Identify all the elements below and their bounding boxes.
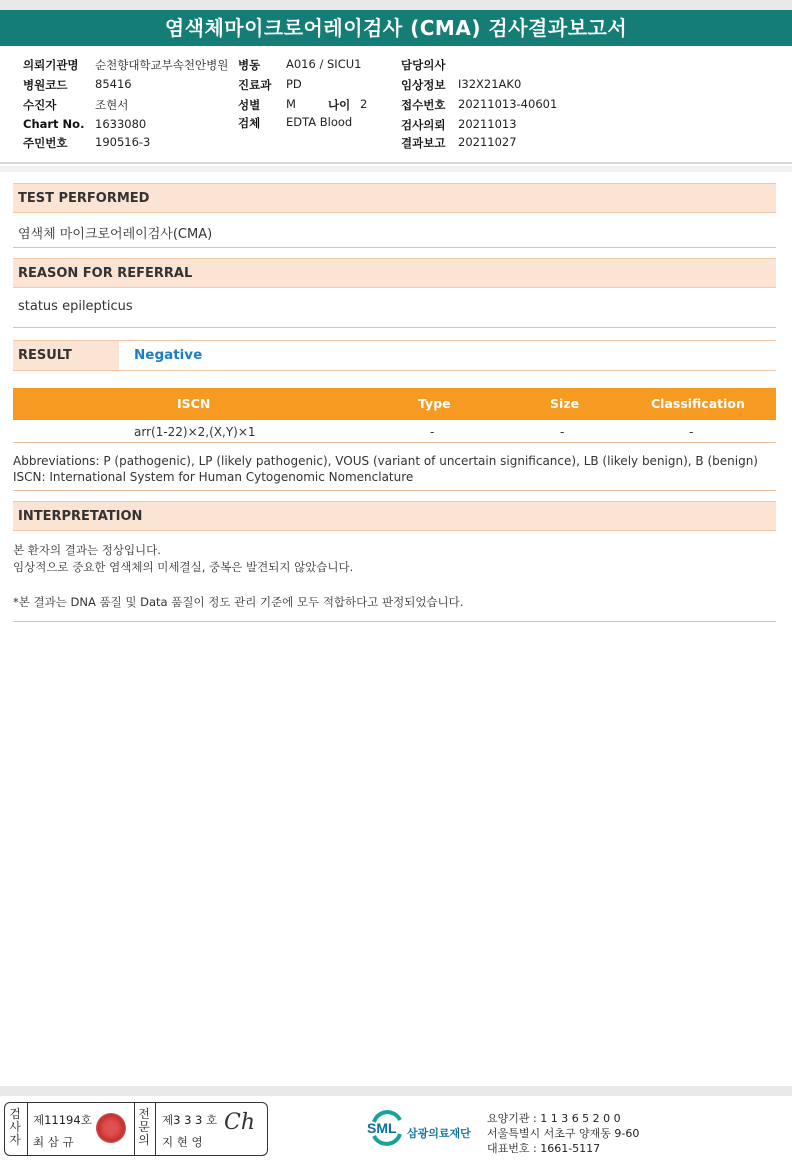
info-label: 주민번호 bbox=[23, 136, 68, 150]
tester-label-char: 검 bbox=[9, 1107, 21, 1121]
top-band bbox=[0, 0, 792, 10]
cell-size: - bbox=[560, 425, 565, 439]
divider bbox=[13, 247, 776, 248]
report-title: 염색체마이크로어레이검사 (CMA) 검사결과보고서 bbox=[0, 10, 792, 46]
info-label: 검사의뢰 bbox=[401, 118, 446, 132]
info-label: 검체 bbox=[238, 116, 261, 130]
test-performed-text: 염색체 마이크로어레이검사(CMA) bbox=[18, 227, 213, 242]
specialist-license: 제3 3 3 호 bbox=[162, 1113, 218, 1127]
col-header-type: Type bbox=[418, 396, 451, 411]
header-divider bbox=[0, 162, 792, 164]
test-performed-heading: TEST PERFORMED bbox=[13, 183, 776, 213]
seal-stamp bbox=[96, 1113, 126, 1143]
sml-logo bbox=[366, 1106, 408, 1148]
info-value: 20211027 bbox=[458, 135, 517, 149]
tester-license: 제11194호 bbox=[33, 1113, 92, 1127]
info-value: PD bbox=[286, 77, 302, 91]
iscn-definition: ISCN: International System for Human Cytogenomic Nomenclature bbox=[13, 470, 414, 484]
cell-iscn: arr(1-22)×2,(X,Y)×1 bbox=[134, 425, 256, 439]
info-value: 순천향대학교부속천안병원 bbox=[95, 58, 229, 72]
table-bottom-rule bbox=[13, 442, 776, 443]
specialist-label-char: 문 bbox=[138, 1120, 150, 1134]
interpretation-line: 본 환자의 결과는 정상입니다. bbox=[13, 543, 161, 557]
referral-heading: REASON FOR REFERRAL bbox=[13, 258, 776, 288]
referral-text: status epilepticus bbox=[18, 299, 133, 314]
col-header-iscn: ISCN bbox=[177, 396, 211, 411]
col-header-classification: Classification bbox=[651, 396, 745, 411]
interpretation-note: *본 결과는 DNA 품질 및 Data 품질이 정도 관리 기준에 모두 적합하다고 판정되었습니다. bbox=[13, 595, 464, 609]
tester-label-char: 사 bbox=[9, 1120, 21, 1134]
info-label: 병원코드 bbox=[23, 78, 68, 92]
col-header-size: Size bbox=[550, 396, 580, 411]
divider bbox=[13, 490, 776, 491]
tester-label-char: 자 bbox=[9, 1133, 21, 1147]
signature-image: Ch bbox=[224, 1110, 256, 1135]
divider bbox=[13, 621, 776, 622]
address-line: 서울특별시 서초구 양재동 9-60 bbox=[487, 1127, 640, 1140]
result-value: Negative bbox=[134, 347, 203, 363]
abbreviations-line: Abbreviations: P (pathogenic), LP (likely pathogenic), VOUS (variant of uncertain significance), LB (likely benign), B (benign) bbox=[13, 454, 758, 468]
result-table-header bbox=[13, 388, 776, 420]
age-label: 나이 bbox=[328, 98, 351, 112]
address-line: 요양기관 : 1 1 3 6 5 2 0 0 bbox=[487, 1112, 621, 1125]
header-shadow bbox=[0, 166, 792, 172]
patient-info bbox=[0, 54, 792, 164]
tester-name: 최 삼 규 bbox=[33, 1135, 74, 1149]
specialist-label bbox=[137, 1108, 151, 1147]
info-label: 결과보고 bbox=[401, 136, 446, 150]
info-value: 1633080 bbox=[95, 117, 147, 131]
info-label: 담당의사 bbox=[401, 58, 446, 72]
org-name: 삼광의료재단 bbox=[407, 1127, 471, 1140]
age-value: 2 bbox=[360, 97, 368, 111]
sig-divider bbox=[134, 1102, 135, 1156]
result-box bbox=[119, 340, 776, 371]
info-value: 190516-3 bbox=[95, 135, 151, 149]
info-label: 진료과 bbox=[238, 78, 272, 92]
info-label: 의뢰기관명 bbox=[23, 58, 79, 72]
info-value: 20211013-40601 bbox=[458, 97, 558, 111]
info-label: 수진자 bbox=[23, 98, 57, 112]
cell-type: - bbox=[430, 425, 435, 439]
specialist-name: 지 현 영 bbox=[162, 1135, 203, 1149]
sig-divider bbox=[155, 1102, 156, 1156]
info-value: A016 / SICU1 bbox=[286, 57, 362, 71]
info-label: 성별 bbox=[238, 98, 261, 112]
info-value: I32X21AK0 bbox=[458, 77, 522, 91]
info-value: EDTA Blood bbox=[286, 115, 353, 129]
info-value: 조현서 bbox=[95, 98, 129, 112]
result-label: RESULT bbox=[13, 340, 119, 371]
info-value: 85416 bbox=[95, 77, 132, 91]
sig-divider bbox=[27, 1102, 28, 1156]
info-label: Chart No. bbox=[23, 117, 85, 131]
interpretation-heading: INTERPRETATION bbox=[13, 501, 776, 531]
footer-band bbox=[0, 1086, 792, 1096]
info-label: 병동 bbox=[238, 58, 261, 72]
cell-classification: - bbox=[689, 425, 694, 439]
info-label: 접수번호 bbox=[401, 98, 446, 112]
specialist-label-char: 의 bbox=[138, 1133, 150, 1147]
specialist-label-char: 전 bbox=[138, 1107, 150, 1121]
tester-label bbox=[8, 1108, 22, 1147]
info-value: M bbox=[286, 97, 296, 111]
info-value: 20211013 bbox=[458, 117, 517, 131]
divider bbox=[13, 327, 776, 328]
interpretation-line: 임상적으로 중요한 염색체의 미세결실, 중복은 발견되지 않았습니다. bbox=[13, 560, 354, 574]
info-label: 임상정보 bbox=[401, 78, 446, 92]
address-line: 대표번호 : 1661-5117 bbox=[487, 1142, 601, 1155]
logo-text: SML bbox=[367, 1120, 397, 1136]
